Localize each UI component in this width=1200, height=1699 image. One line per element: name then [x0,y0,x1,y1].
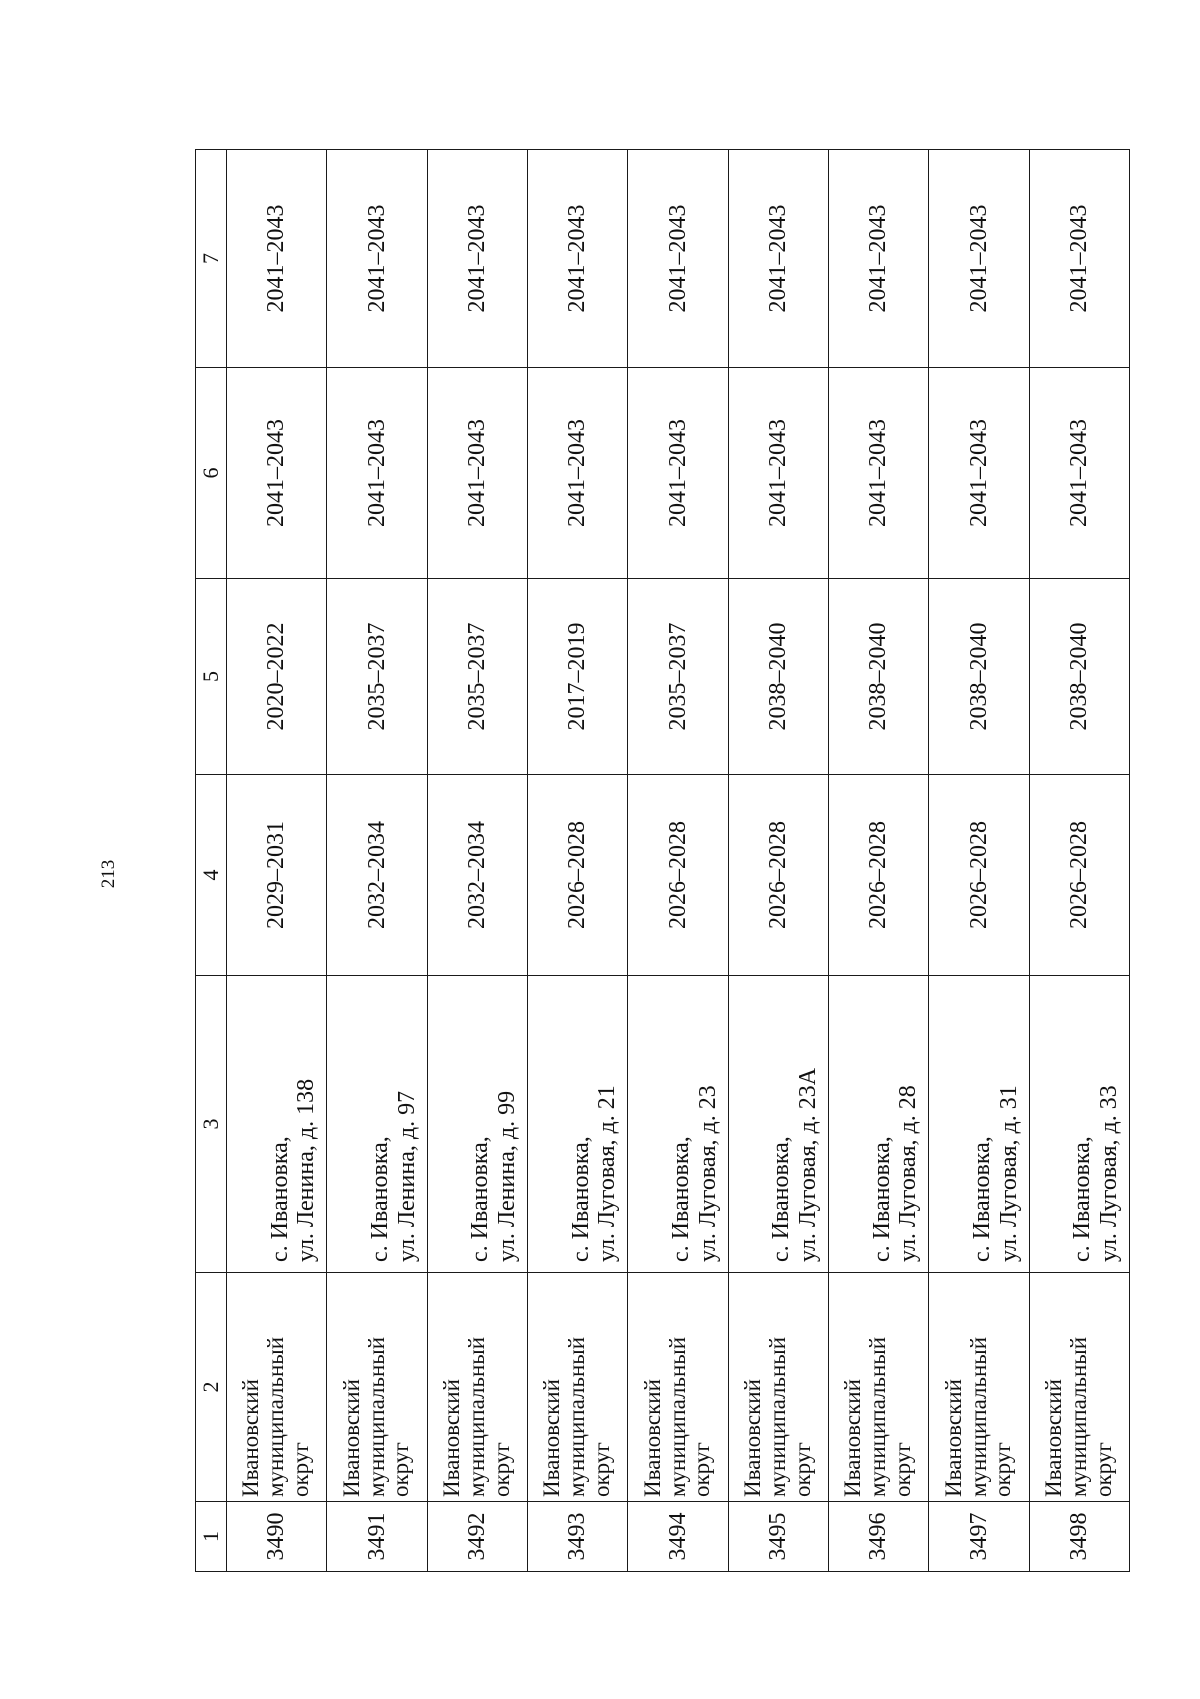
year-range-cell: 2017–2019 [527,579,627,775]
region-line: округ [689,1442,715,1497]
year-range-cell: 2032–2034 [427,775,527,976]
address-line: с. Ивановка, [366,1136,393,1262]
region-line: муниципальный [263,1336,289,1497]
row-number-cell: 3494 [628,1502,728,1572]
region-line: округ [288,1442,314,1497]
year-range-cell: 2041–2043 [828,150,928,368]
address-line: с. Ивановка, [868,1136,895,1262]
address-line: с. Ивановка, [567,1136,594,1262]
address-cell [929,976,1029,1273]
region-line: Ивановский [639,1379,665,1497]
address-cell [628,976,728,1273]
address-line: ул. Луговая, д. 23А [795,1067,822,1262]
region-line: муниципальный [965,1336,991,1497]
address-line: ул. Луговая, д. 28 [895,1085,922,1262]
table-row [728,150,828,1572]
region-line: Ивановский [1041,1379,1067,1497]
year-range-cell: 2029–2031 [227,775,327,976]
region-line: Ивановский [840,1379,866,1497]
year-range-cell: 2035–2037 [327,579,427,775]
row-number-cell: 3493 [527,1502,627,1572]
year-range-cell: 2041–2043 [327,150,427,368]
year-range-cell: 2026–2028 [728,775,828,976]
address-cell [427,976,527,1273]
year-range-cell: 2041–2043 [628,150,728,368]
schedule-table [195,149,1130,1572]
year-range-cell: 2020–2022 [227,579,327,775]
region-line: округ [488,1442,514,1497]
table-row [628,150,728,1572]
year-range-cell: 2041–2043 [227,368,327,579]
address-line: ул. Луговая, д. 21 [594,1085,621,1262]
table-row [828,150,928,1572]
address-cell [728,976,828,1273]
address-line: с. Ивановка, [667,1136,694,1262]
address-cell [227,976,327,1273]
year-range-cell: 2035–2037 [427,579,527,775]
year-range-cell: 2038–2040 [929,579,1029,775]
region-line: муниципальный [1065,1336,1091,1497]
year-range-cell: 2026–2028 [1029,775,1129,976]
address-line: ул. Луговая, д. 23 [694,1085,721,1262]
region-cell [628,1273,728,1502]
region-line: муниципальный [463,1336,489,1497]
year-range-cell: 2026–2028 [828,775,928,976]
table-row [929,150,1029,1572]
region-line: муниципальный [865,1336,891,1497]
region-cell [728,1273,828,1502]
region-line: округ [990,1442,1016,1497]
region-line: округ [890,1442,916,1497]
row-number-cell: 3498 [1029,1502,1129,1572]
table-row [227,150,327,1572]
address-line: с. Ивановка, [768,1136,795,1262]
year-range-cell: 2041–2043 [628,368,728,579]
year-range-cell: 2041–2043 [728,150,828,368]
header-cell: 5 [196,579,227,775]
header-cell: 7 [196,150,227,368]
address-cell [828,976,928,1273]
region-line: Ивановский [940,1379,966,1497]
region-cell [1029,1273,1129,1502]
region-line: муниципальный [764,1336,790,1497]
year-range-cell: 2026–2028 [929,775,1029,976]
table-row [1029,150,1129,1572]
region-line: Ивановский [439,1379,465,1497]
region-cell [929,1273,1029,1502]
rotated-table-container [195,150,1130,1572]
table-row [527,150,627,1572]
year-range-cell: 2041–2043 [427,368,527,579]
row-number-cell: 3491 [327,1502,427,1572]
address-line: ул. Луговая, д. 31 [995,1085,1022,1262]
table-row [427,150,527,1572]
page-number: 213 [98,859,119,889]
region-line: округ [1090,1442,1116,1497]
region-cell [227,1273,327,1502]
region-line: муниципальный [564,1336,590,1497]
region-cell [527,1273,627,1502]
region-line: Ивановский [238,1379,264,1497]
year-range-cell: 2041–2043 [929,368,1029,579]
region-line: муниципальный [664,1336,690,1497]
address-cell [327,976,427,1273]
row-number-cell: 3492 [427,1502,527,1572]
row-number-cell: 3497 [929,1502,1029,1572]
year-range-cell: 2035–2037 [628,579,728,775]
row-number-cell: 3495 [728,1502,828,1572]
region-cell [828,1273,928,1502]
year-range-cell: 2041–2043 [1029,368,1129,579]
region-cell [327,1273,427,1502]
region-line: Ивановский [740,1379,766,1497]
year-range-cell: 2032–2034 [327,775,427,976]
address-line: с. Ивановка, [266,1136,293,1262]
header-row [196,150,227,1572]
address-line: ул. Ленина, д. 138 [293,1078,320,1262]
year-range-cell: 2041–2043 [1029,150,1129,368]
address-line: ул. Луговая, д. 33 [1096,1085,1123,1262]
year-range-cell: 2038–2040 [1029,579,1129,775]
year-range-cell: 2041–2043 [728,368,828,579]
year-range-cell: 2041–2043 [527,368,627,579]
year-range-cell: 2041–2043 [828,368,928,579]
table-frame [195,150,1130,1572]
address-line: с. Ивановка, [467,1136,494,1262]
year-range-cell: 2041–2043 [227,150,327,368]
region-line: округ [789,1442,815,1497]
region-line: муниципальный [363,1336,389,1497]
region-line: Ивановский [338,1379,364,1497]
address-cell [527,976,627,1273]
address-line: с. Ивановка, [1069,1136,1096,1262]
year-range-cell: 2041–2043 [427,150,527,368]
address-line: ул. Ленина, д. 97 [393,1090,420,1262]
region-line: округ [589,1442,615,1497]
address-cell [1029,976,1129,1273]
year-range-cell: 2041–2043 [327,368,427,579]
table-row [327,150,427,1572]
year-range-cell: 2026–2028 [527,775,627,976]
year-range-cell: 2038–2040 [728,579,828,775]
year-range-cell: 2026–2028 [628,775,728,976]
header-cell: 3 [196,976,227,1273]
year-range-cell: 2041–2043 [929,150,1029,368]
row-number-cell: 3496 [828,1502,928,1572]
year-range-cell: 2038–2040 [828,579,928,775]
header-cell: 2 [196,1273,227,1502]
region-line: округ [388,1442,414,1497]
address-line: с. Ивановка, [968,1136,995,1262]
header-cell: 4 [196,775,227,976]
address-line: ул. Ленина, д. 99 [494,1090,521,1262]
header-cell: 1 [196,1502,227,1572]
header-cell: 6 [196,368,227,579]
row-number-cell: 3490 [227,1502,327,1572]
region-line: Ивановский [539,1379,565,1497]
year-range-cell: 2041–2043 [527,150,627,368]
region-cell [427,1273,527,1502]
